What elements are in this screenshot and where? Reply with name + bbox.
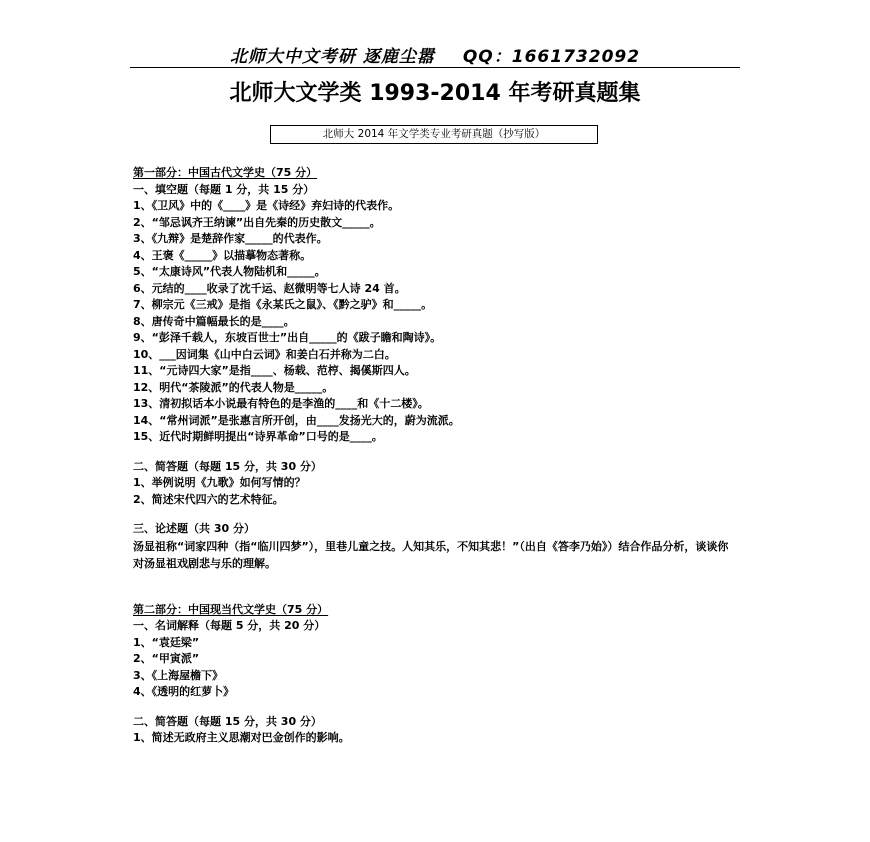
question-item: 15、近代时期鲜明提出“诗界革命”口号的是____。 [133,430,383,443]
part2-terms-heading: 一、名词解释（每题 5 分，共 20 分） [133,619,326,632]
question-item: 1、举例说明《九歌》如何写情的？ [133,476,306,489]
header-banner [130,42,740,67]
question-item: 10、___因词集《山中白云词》和姜白石并称为二白。 [133,347,396,361]
question-item: 1、《卫风》中的《____》是《诗经》弃妇诗的代表作。 [133,199,400,212]
question-item: 2、“甲寅派” [133,652,200,665]
part2-short-heading: 二、简答题（每题 15 分，共 30 分） [133,714,322,728]
exam-content [133,165,738,747]
header-qq: QQ：1661732092 [462,47,641,67]
part1-fill-list [133,198,738,446]
question-item: 6、元结的____收录了沈千运、赵微明等七人诗 24 首。 [133,281,406,295]
question-item: 1、简述无政府主义思潮对巴金创作的影响。 [133,731,350,744]
question-item: 14、“常州词派”是张惠言所开创，由____发扬光大的，蔚为流派。 [133,413,460,427]
question-item: 2、简述宋代四六的艺术特征。 [133,492,284,506]
part1-essay-heading: 三、论述题（共 30 分） [133,522,255,535]
question-item: 5、“太康诗风”代表人物陆机和_____。 [133,265,326,278]
header-rule [130,67,740,68]
question-item: 13、清初拟话本小说最有特色的是李渔的____和《十二楼》。 [133,397,429,410]
question-item: 7、柳宗元《三戒》是指《永某氏之鼠》、《黔之驴》和_____。 [133,298,433,311]
question-item: 3、《九辩》是楚辞作家_____的代表作。 [133,232,328,245]
question-item: 2、“邹忌讽齐王纳谏”出自先秦的历史散文_____。 [133,215,381,229]
part1-fill-heading: 一、填空题（每题 1 分，共 15 分） [133,182,315,196]
part2-title: 第二部分：中国现当代文学史（75 分） [133,602,329,616]
question-item: 3、《上海屋檐下》 [133,668,224,682]
exam-subtitle: 北师大 2014 年文学类专业考研真题（抄写版） [270,125,598,144]
part1-short-heading: 二、简答题（每题 15 分，共 30 分） [133,459,322,473]
question-item: 11、“元诗四大家”是指____、杨载、范梈、揭傒斯四人。 [133,364,416,377]
question-item: 1、“袁廷梁” [133,635,200,649]
page-title: 北师大文学类 1993-2014 年考研真题集 [229,81,641,106]
header-brand: 北师大中文考研 逐鹿尘嚣 [229,47,435,67]
question-item: 9、“彭泽千载人，东坡百世士”出自_____的《跋子瞻和陶诗》。 [133,331,442,344]
question-item: 4、王褒《_____》以描摹物态著称。 [133,248,312,262]
question-item: 12、明代“茶陵派”的代表人物是_____。 [133,380,334,394]
question-item: 8、唐传奇中篇幅最长的是____。 [133,314,295,328]
part1-title: 第一部分：中国古代文学史（75 分） [133,166,318,179]
essay-prompt: 汤显祖称“词家四种（指“临川四梦”），里巷儿童之技。人知其乐，不知其悲！”（出自《答李乃始》）结合作品分析，谈谈你对汤显祖戏剧悲与乐的理解。 [133,539,729,570]
question-item: 4、《透明的红萝卜》 [133,685,235,698]
